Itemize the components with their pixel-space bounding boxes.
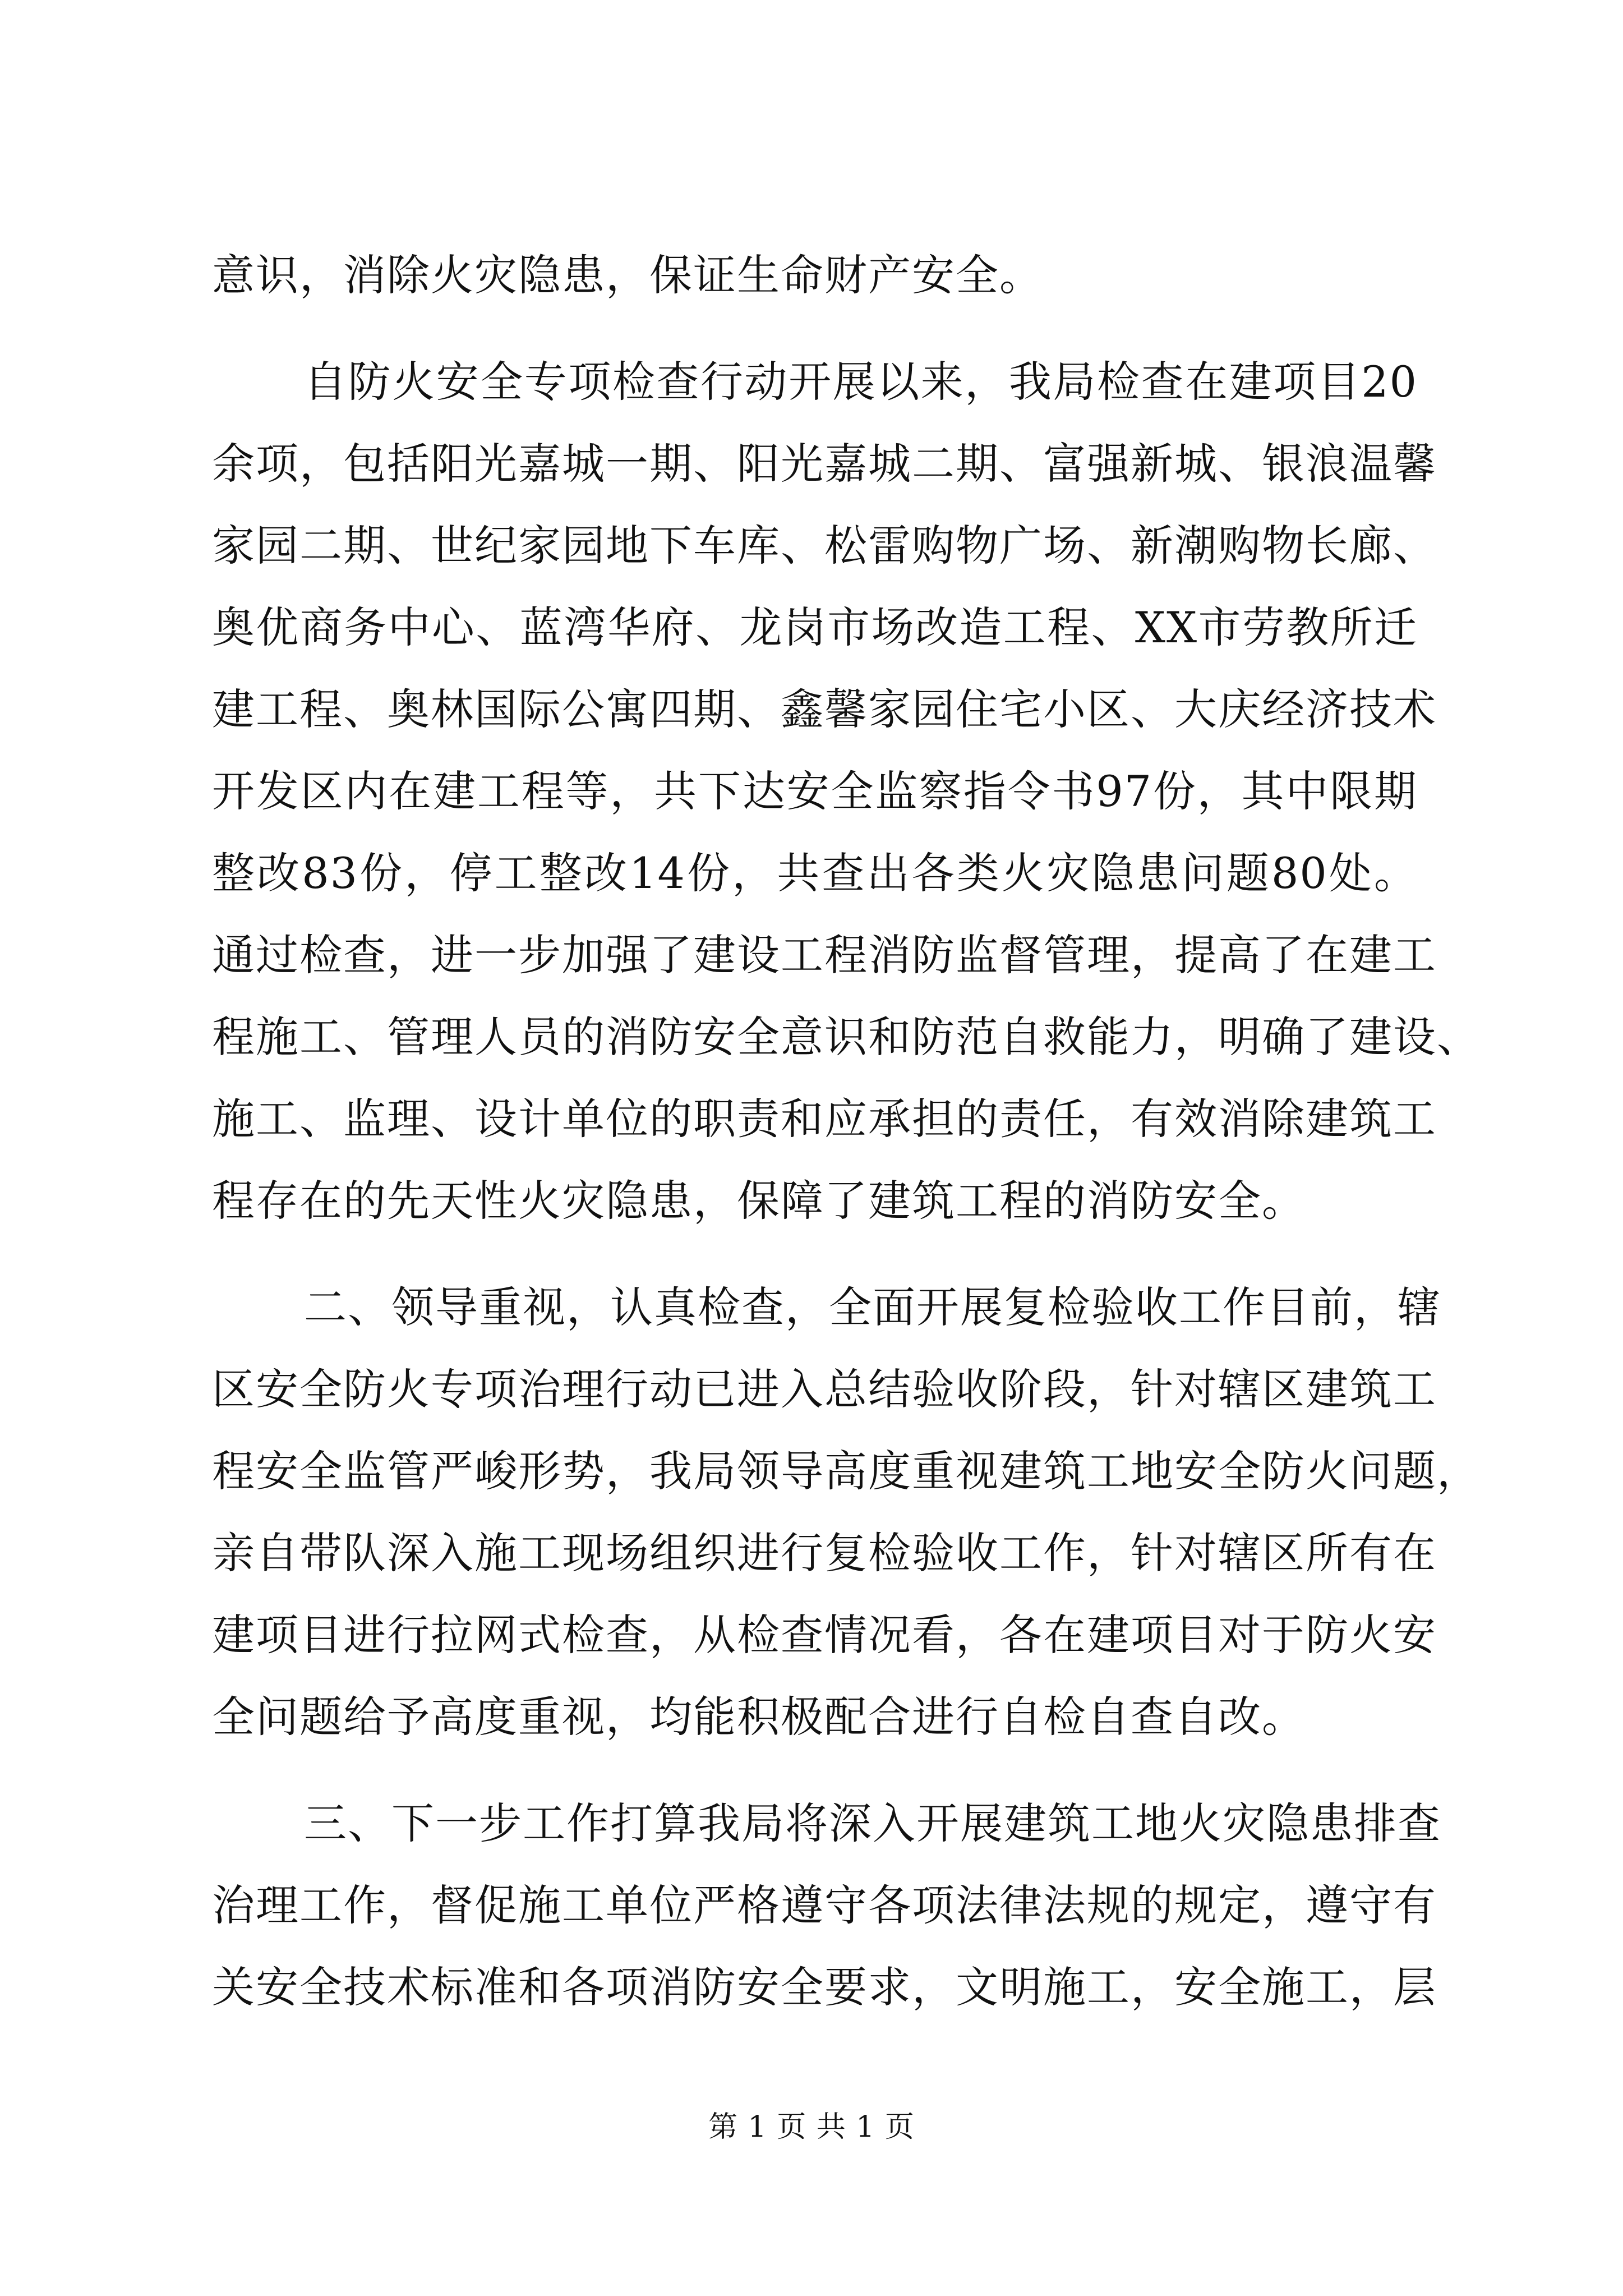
text-line: 余项，包括阳光嘉城一期、阳光嘉城二期、富强新城、银浪温馨 [212,439,1437,489]
text-line: 程存在的先天性火灾隐患，保障了建筑工程的消防安全。 [212,1176,1306,1226]
page-footer: 第 1 页 共 1 页 [708,2110,915,2144]
text-line: 通过检查，进一步加强了建设工程消防监督管理，提高了在建工 [212,930,1437,980]
text-line: 整改83份，停工整改14份，共查出各类火灾隐患问题80处。 [212,848,1418,898]
text-line: 亲自带队深入施工现场组织进行复检验收工作，针对辖区所有在 [212,1528,1437,1578]
text-line: 二、领导重视，认真检查，全面开展复检验收工作目前，辖 [304,1282,1441,1332]
text-line: 建工程、奥林国际公寓四期、鑫馨家园住宅小区、大庆经济技术 [212,684,1437,734]
text-line: 三、下一步工作打算我局将深入开展建筑工地火灾隐患排查 [304,1798,1441,1848]
text-line: 家园二期、世纪家园地下车库、松雷购物广场、新潮购物长廊、 [212,521,1437,570]
text-line: 程安全监管严峻形势，我局领导高度重视建筑工地安全防火问题， [212,1446,1481,1496]
text-line: 自防火安全专项检查行动开展以来，我局检查在建项目20 [304,357,1418,407]
text-line: 奥优商务中心、蓝湾华府、龙岗市场改造工程、XX市劳教所迁 [212,602,1418,652]
text-line: 开发区内在建工程等，共下达安全监察指令书97份，其中限期 [212,766,1418,816]
text-line: 程施工、管理人员的消防安全意识和防范自救能力，明确了建设、 [212,1012,1481,1062]
document-body [212,234,1481,2028]
text-line: 建项目进行拉网式检查，从检查情况看，各在建项目对于防火安 [212,1610,1437,1660]
text-line: 意识，消除火灾隐患，保证生命财产安全。 [212,250,1043,300]
text-line: 施工、监理、设计单位的职责和应承担的责任，有效消除建筑工 [212,1094,1437,1144]
text-line: 区安全防火专项治理行动已进入总结验收阶段，针对辖区建筑工 [212,1364,1437,1414]
text-line: 关安全技术标准和各项消防安全要求，文明施工，安全施工，层 [212,1962,1437,2012]
text-line: 治理工作，督促施工单位严格遵守各项法律法规的规定，遵守有 [212,1880,1437,1930]
text-line: 全问题给予高度重视，均能积极配合进行自检自查自改。 [212,1692,1306,1742]
